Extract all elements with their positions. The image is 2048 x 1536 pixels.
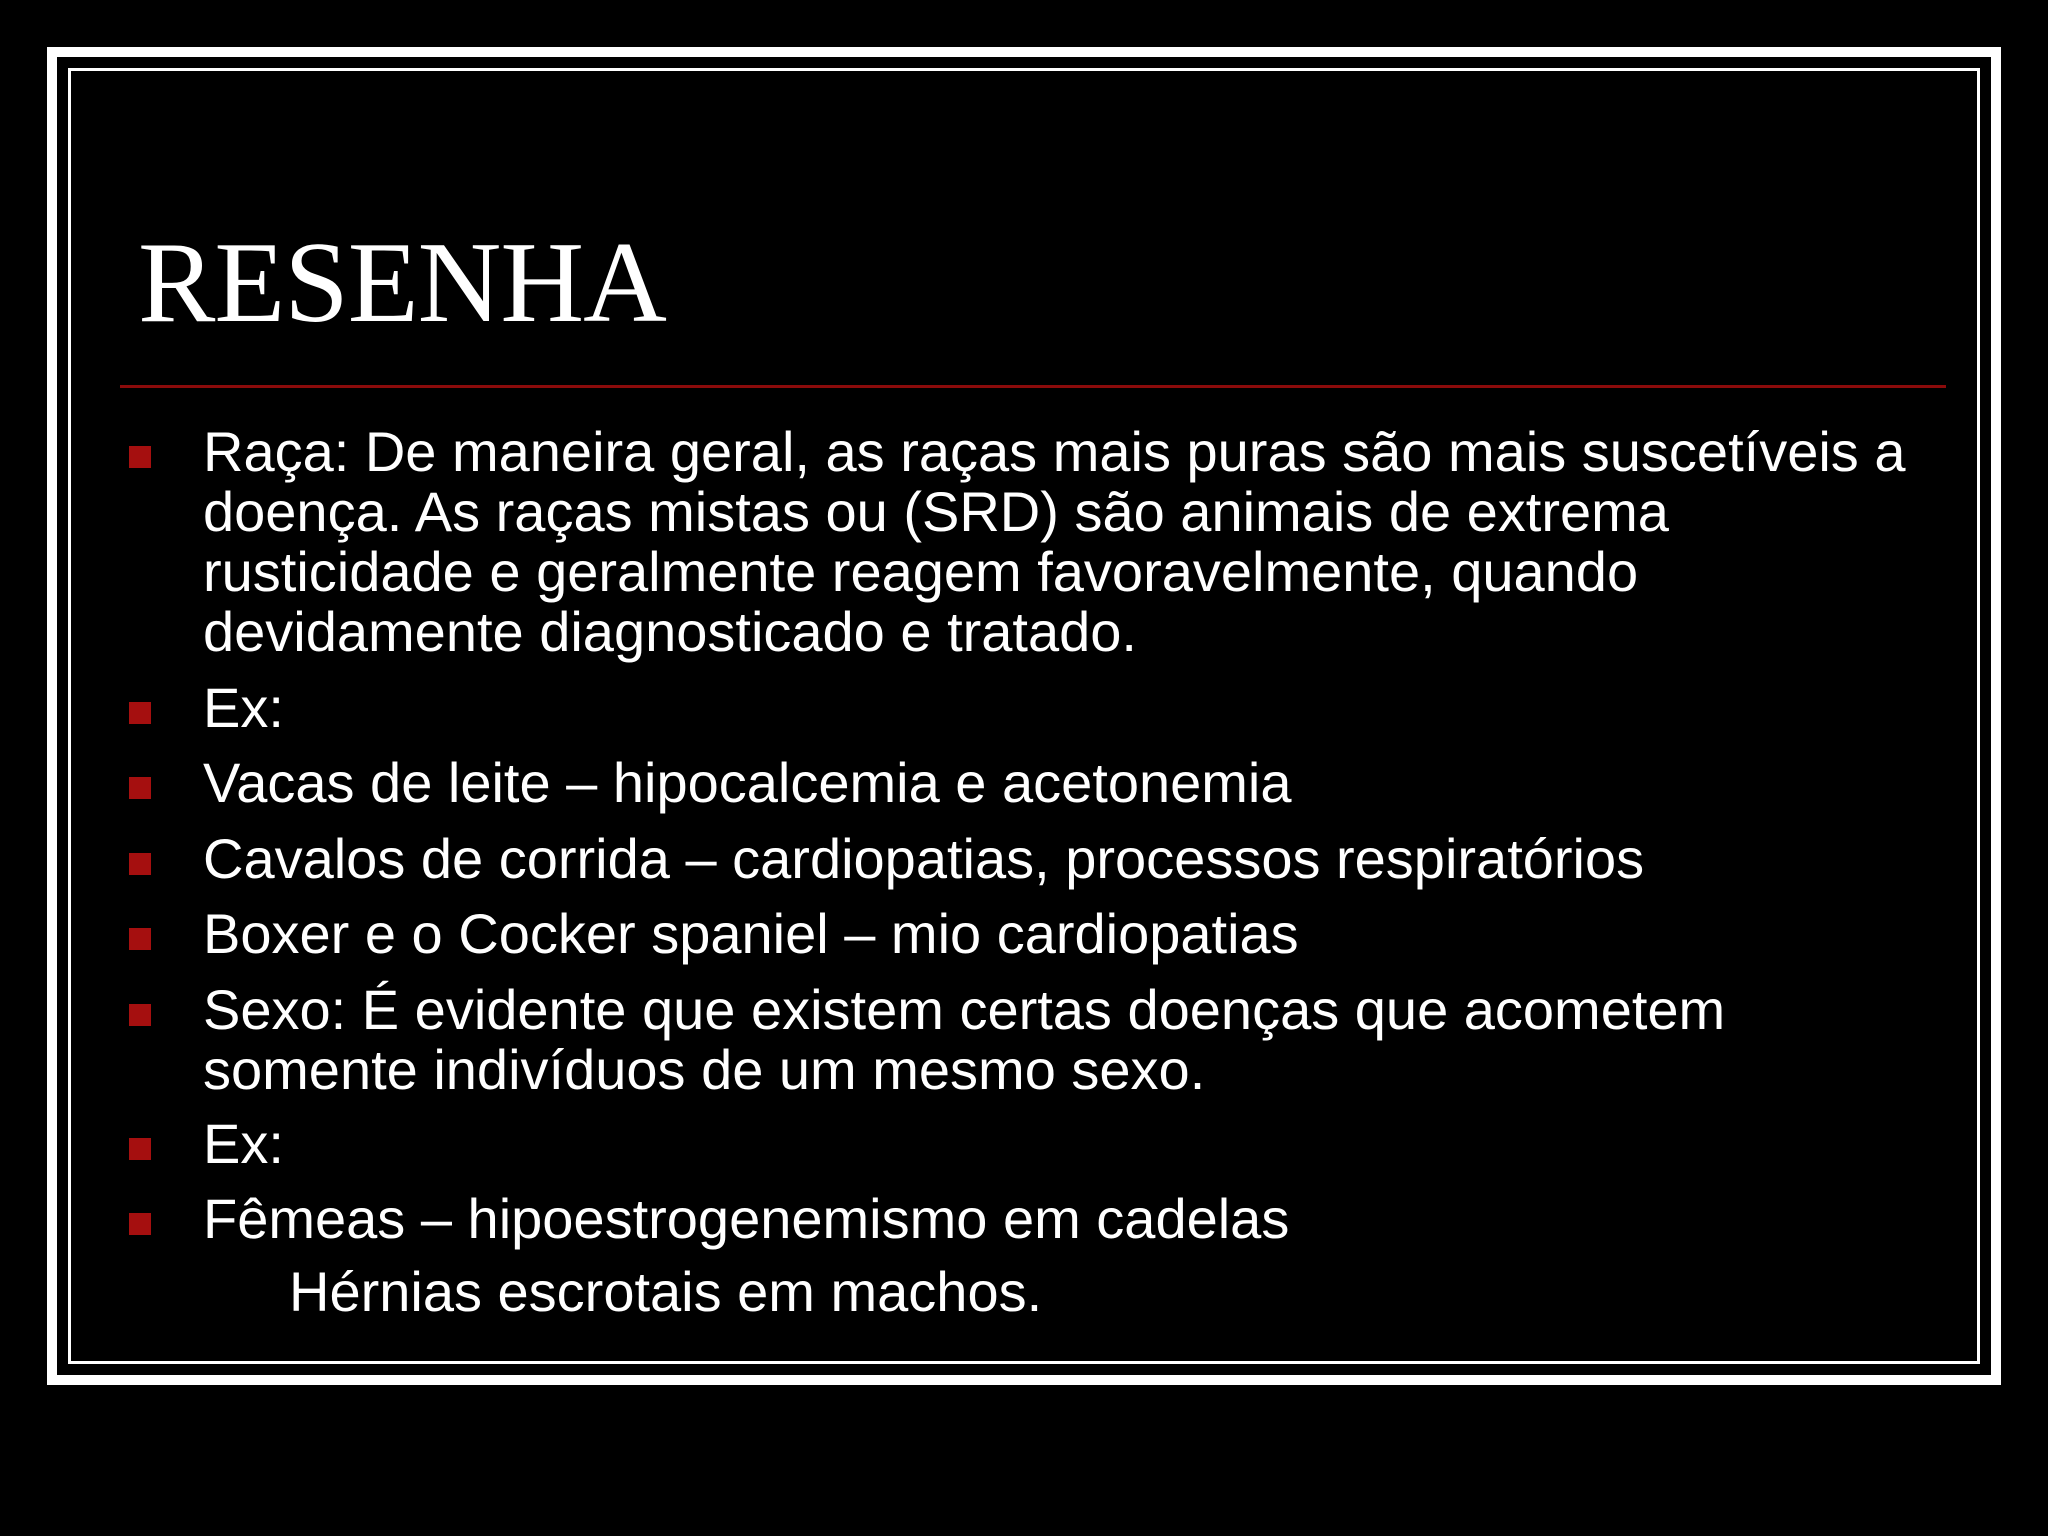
square-bullet-icon (129, 702, 151, 724)
bullet-text: Sexo: É evidente que existem certas doenças que acometem somente indivíduos de um mesmo sexo. (203, 978, 1726, 1101)
square-bullet-icon (129, 1213, 151, 1235)
list-item (203, 1114, 1923, 1174)
bullet-continuation-text: Hérnias escrotais em machos. (289, 1260, 1043, 1323)
list-item (203, 422, 1923, 662)
square-bullet-icon (129, 1004, 151, 1026)
list-item (203, 753, 1923, 813)
bullet-text: Ex: (203, 1112, 284, 1175)
list-item (203, 1189, 1923, 1249)
square-bullet-icon (129, 777, 151, 799)
title-divider (120, 385, 1946, 388)
square-bullet-icon (129, 446, 151, 468)
list-item (203, 980, 1923, 1100)
bullet-text: Fêmeas – hipoestrogenemismo em cadelas (203, 1187, 1290, 1250)
bullet-text: Cavalos de corrida – cardiopatias, processos respiratórios (203, 827, 1645, 890)
list-item (203, 829, 1923, 889)
list-item (203, 678, 1923, 738)
bullet-text: Vacas de leite – hipocalcemia e acetonemia (203, 751, 1292, 814)
slide-title: RESENHA (138, 219, 666, 347)
square-bullet-icon (129, 853, 151, 875)
bullet-text: Boxer e o Cocker spaniel – mio cardiopatias (203, 902, 1299, 965)
bullet-text: Raça: De maneira geral, as raças mais puras são mais suscetíveis a doença. As raças mistas ou (SRD) são animais de extrema rusticidade e geralmente reagem favoravelmente, quando devidamente diagnosticado e tratado. (203, 420, 1906, 663)
bullet-text: Ex: (203, 676, 284, 739)
list-item (203, 904, 1923, 964)
square-bullet-icon (129, 1138, 151, 1160)
square-bullet-icon (129, 928, 151, 950)
